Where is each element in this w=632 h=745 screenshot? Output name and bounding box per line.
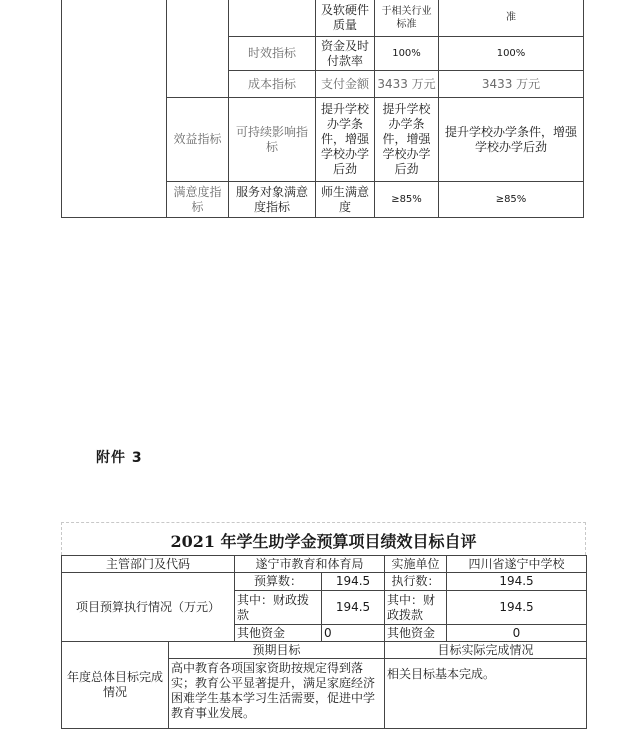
- dept-value: 遂宁市教育和体育局: [235, 556, 385, 573]
- table-row: [62, 573, 587, 591]
- other-funds-value: 0: [447, 625, 587, 642]
- indicator-type: 服务对象满意度指标: [229, 182, 316, 218]
- expected-header: 预期目标: [169, 642, 385, 659]
- actual-value: 100%: [439, 37, 584, 71]
- target-value: ≥85%: [375, 182, 439, 218]
- goal-label: 年度总体目标完成情况: [62, 642, 169, 729]
- indicator-name: 师生满意度: [316, 182, 375, 218]
- indicator-name: 及软硬件质量: [316, 0, 375, 37]
- self-evaluation-table: [61, 555, 587, 729]
- budget-num-value: 194.5: [322, 573, 385, 591]
- indicator-type: 可持续影响指标: [229, 98, 316, 182]
- expected-text: 高中教育各项国家资助按规定得到落实；教育公平显著提升，满足家庭经济困难学生基本学习生活需要，促进中学教育事业发展。: [169, 659, 385, 729]
- indicator-name: 提升学校办学条件，增强学校办学后劲: [316, 98, 375, 182]
- other-funds-value: 0: [322, 625, 385, 642]
- indicator-type: 时效指标: [229, 37, 316, 71]
- fiscal-label: 其中：财政拨款: [235, 591, 322, 625]
- other-funds-label: 其他资金: [235, 625, 322, 642]
- target-value: 于相关行业标准: [375, 0, 439, 37]
- actual-value: 提升学校办学条件，增强学校办学后劲: [439, 98, 584, 182]
- actual-text: 相关目标基本完成。: [385, 659, 587, 729]
- exec-num-value: 194.5: [447, 573, 587, 591]
- actual-value: 3433 万元: [439, 71, 584, 98]
- indicator-type: 成本指标: [229, 71, 316, 98]
- impl-value: 四川省遂宁中学校: [447, 556, 587, 573]
- table-row: [62, 642, 587, 659]
- performance-indicator-table: [61, 0, 584, 218]
- impl-label: 实施单位: [385, 556, 447, 573]
- budget-label: 项目预算执行情况（万元）: [62, 573, 235, 642]
- actual-header: 目标实际完成情况: [385, 642, 587, 659]
- document-title-box: [61, 522, 586, 555]
- actual-value: ≥85%: [439, 182, 584, 218]
- indicator-category: 效益指标: [167, 98, 229, 182]
- blank-category-cell: [62, 0, 167, 218]
- fiscal-value: 194.5: [447, 591, 587, 625]
- indicator-name: 资金及时付款率: [316, 37, 375, 71]
- budget-num-label: 预算数：: [235, 573, 322, 591]
- indicator-category: 满意度指标: [167, 182, 229, 218]
- fiscal-value: 194.5: [322, 591, 385, 625]
- dept-label: 主管部门及代码: [62, 556, 235, 573]
- fiscal-label: 其中：财政拨款: [385, 591, 447, 625]
- target-value: 100%: [375, 37, 439, 71]
- exec-num-label: 执行数：: [385, 573, 447, 591]
- other-funds-label: 其他资金: [385, 625, 447, 642]
- attachment-label: 附件 3: [96, 450, 143, 466]
- blank-indicator-cell: [229, 0, 316, 37]
- blank-subcategory-cell: [167, 0, 229, 98]
- actual-value: 准: [439, 0, 584, 37]
- target-value: 提升学校办学条件，增强学校办学后劲: [375, 98, 439, 182]
- table-row: [62, 0, 584, 37]
- document-title: 2021 年学生助学金预算项目绩效目标自评: [170, 532, 477, 551]
- target-value: 3433 万元: [375, 71, 439, 98]
- table-row: [62, 556, 587, 573]
- indicator-name: 支付金额: [316, 71, 375, 98]
